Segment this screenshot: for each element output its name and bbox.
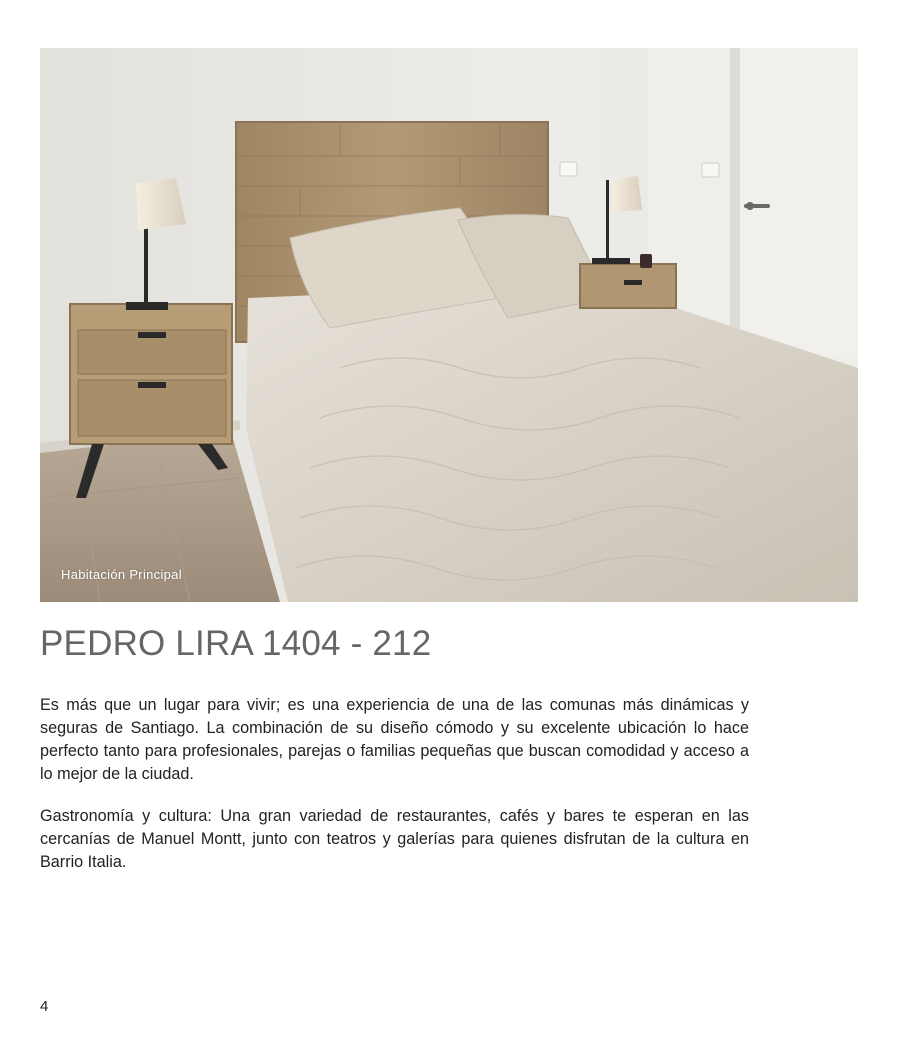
photo-caption: Habitación Principal: [61, 567, 182, 582]
gastronomy-paragraph: Gastronomía y cultura: Una gran variedad de restaurantes, cafés y bares te esperan en las cercanías de Manuel Montt, junto con teatros y galerías para quienes disfrutan de la cultura en Barrio Italia.: [40, 807, 749, 871]
page-title: PEDRO LIRA 1404 - 212: [40, 624, 432, 663]
description-paragraph: Es más que un lugar para vivir; es una experiencia de una de las comunas más dinámicas y seguras de Santiago. La combinación de su diseño cómodo y su excelente ubicación lo hace perfecto tanto para profesionales, parejas o familias pequeñas que buscan comodidad y acceso a lo mejor de la ciudad.: [40, 696, 749, 783]
page-number: 4: [40, 998, 49, 1015]
bedroom-photo: [40, 48, 858, 602]
